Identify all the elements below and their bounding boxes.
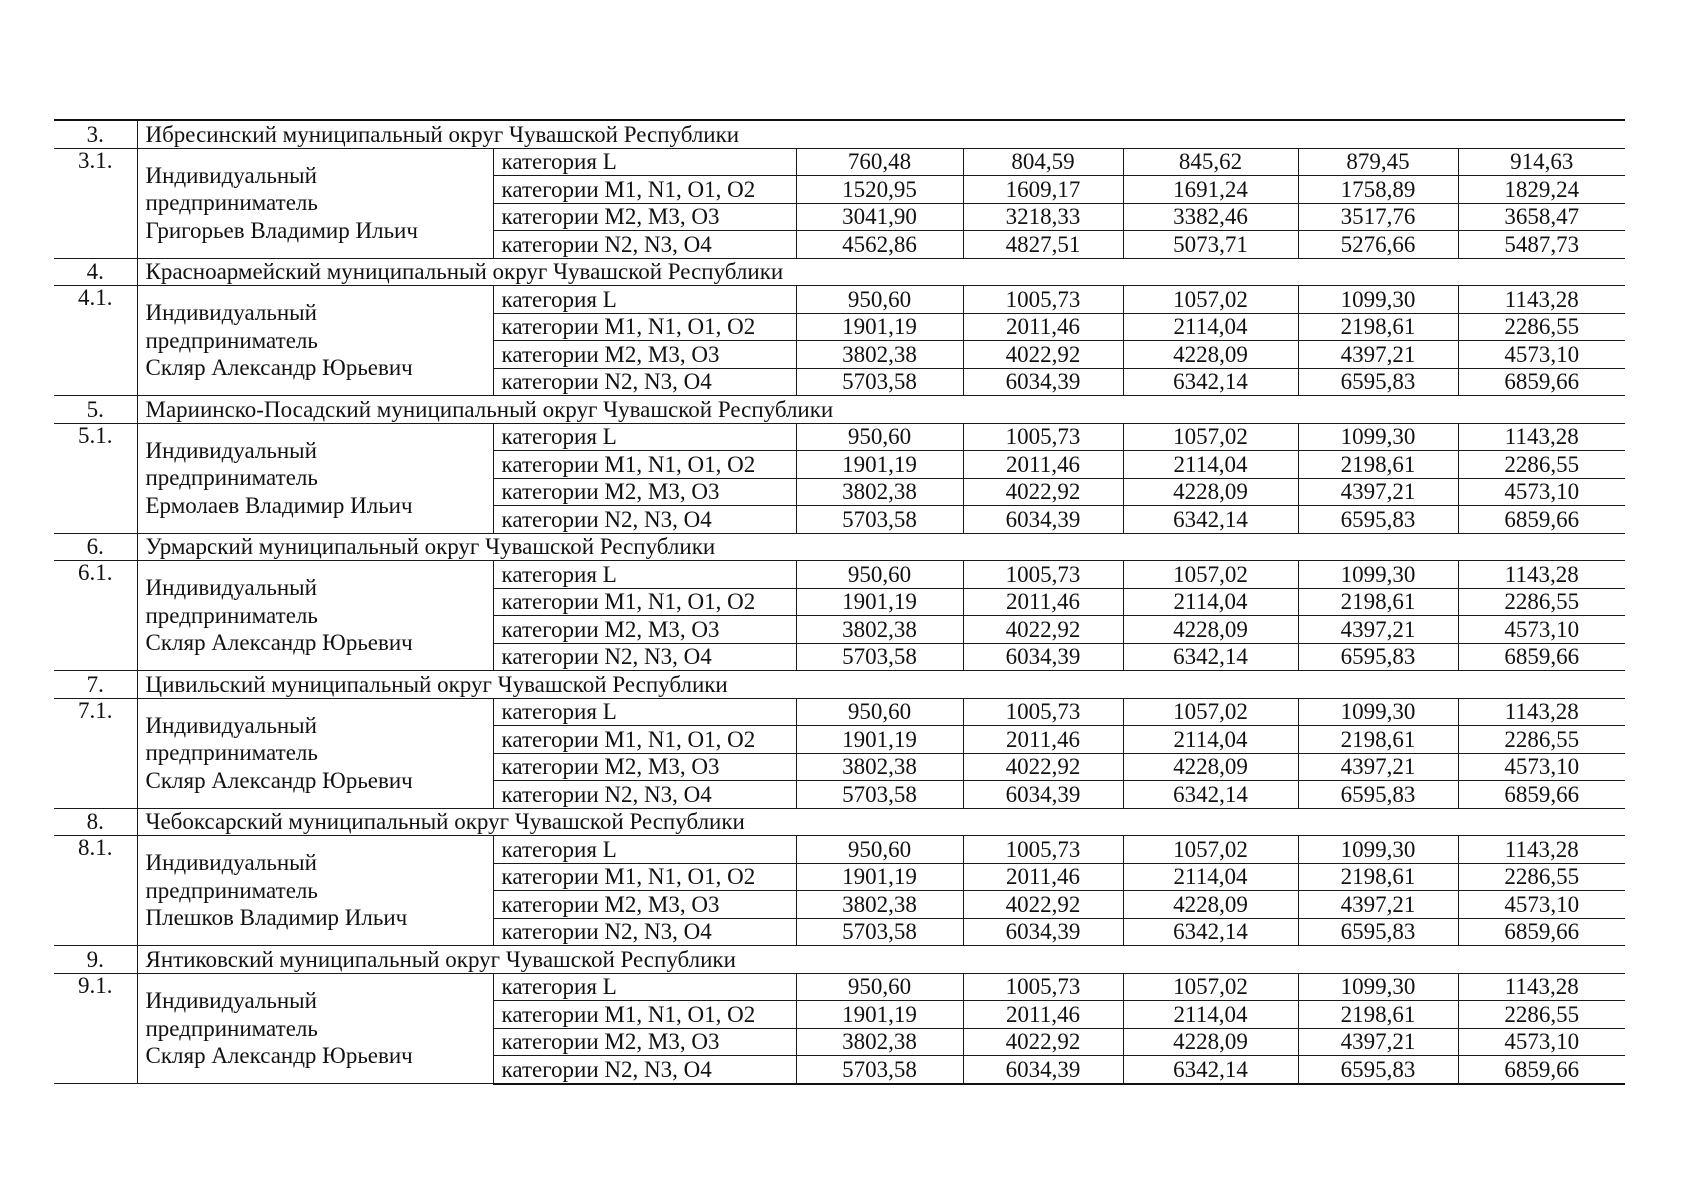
entry-number: 9.1. (54, 973, 137, 1084)
tariff-value: 6342,14 (1123, 918, 1298, 946)
entry-number: 3.1. (54, 148, 137, 258)
tariff-value: 6859,66 (1458, 918, 1625, 946)
tariff-value: 760,48 (796, 148, 963, 176)
tariff-value: 4022,92 (963, 478, 1123, 506)
tariff-value: 879,45 (1298, 148, 1458, 176)
section-title: Чебоксарский муниципальный округ Чувашской Республики (137, 808, 1625, 836)
tariff-value: 1099,30 (1298, 561, 1458, 589)
tariff-value: 2114,04 (1123, 451, 1298, 479)
section-number: 5. (54, 396, 137, 424)
tariff-value: 6342,14 (1123, 643, 1298, 671)
tariff-value: 2198,61 (1298, 313, 1458, 341)
vehicle-category: категории N2, N3, O4 (493, 506, 796, 534)
organization-line: Скляр Александр Юрьевич (145, 1043, 413, 1068)
section-header-row (54, 396, 1625, 424)
tariff-value: 5703,58 (796, 368, 963, 396)
tariff-value: 6342,14 (1123, 781, 1298, 809)
tariff-value: 4022,92 (963, 753, 1123, 781)
tariff-value: 2286,55 (1458, 1001, 1625, 1029)
organization-cell (137, 286, 493, 396)
tariff-value: 5703,58 (796, 643, 963, 671)
vehicle-category: категория L (493, 973, 796, 1001)
tariff-value: 4397,21 (1298, 891, 1458, 919)
tariff-value: 4397,21 (1298, 478, 1458, 506)
section-header-row (54, 671, 1625, 699)
tariff-value: 4827,51 (963, 231, 1123, 259)
tariff-value: 4573,10 (1458, 891, 1625, 919)
vehicle-category: категории N2, N3, O4 (493, 918, 796, 946)
entry-number: 5.1. (54, 423, 137, 533)
tariff-value: 3658,47 (1458, 203, 1625, 231)
tariff-value: 2114,04 (1123, 1001, 1298, 1029)
section-number: 9. (54, 946, 137, 974)
entry-number: 8.1. (54, 836, 137, 946)
vehicle-category: категории N2, N3, O4 (493, 781, 796, 809)
tariff-value: 950,60 (796, 423, 963, 451)
tariff-table (54, 119, 1625, 1085)
tariff-value: 4562,86 (796, 231, 963, 259)
tariff-value: 5276,66 (1298, 231, 1458, 259)
tariff-value: 2114,04 (1123, 313, 1298, 341)
section-title: Мариинско-Посадский муниципальный округ Чувашской Республики (137, 396, 1625, 424)
tariff-value: 6595,83 (1298, 643, 1458, 671)
section-number: 4. (54, 258, 137, 286)
tariff-value: 6342,14 (1123, 506, 1298, 534)
tariff-value: 2011,46 (963, 1001, 1123, 1029)
tariff-value: 1099,30 (1298, 698, 1458, 726)
tariff-value: 1099,30 (1298, 286, 1458, 314)
tariff-row (54, 561, 1625, 589)
tariff-value: 3802,38 (796, 478, 963, 506)
tariff-value: 6034,39 (963, 368, 1123, 396)
tariff-value: 5703,58 (796, 918, 963, 946)
organization-line: Скляр Александр Юрьевич (145, 355, 413, 381)
vehicle-category: категории M1, N1, O1, O2 (493, 726, 796, 754)
vehicle-category: категории M2, M3, O3 (493, 478, 796, 506)
tariff-row (54, 698, 1625, 726)
entry-number: 4.1. (54, 286, 137, 396)
tariff-value: 6595,83 (1298, 1056, 1458, 1084)
tariff-value: 1005,73 (963, 286, 1123, 314)
tariff-value: 2114,04 (1123, 588, 1298, 616)
section-header-row (54, 946, 1625, 974)
organization-line: Скляр Александр Юрьевич (145, 767, 413, 793)
vehicle-category: категория L (493, 561, 796, 589)
tariff-value: 1143,28 (1458, 698, 1625, 726)
organization-line: Индивидуальный (145, 850, 317, 876)
organization-line: Григорьев Владимир Ильич (145, 217, 418, 243)
section-header-row (54, 533, 1625, 561)
vehicle-category: категории M2, M3, O3 (493, 616, 796, 644)
tariff-value: 5703,58 (796, 781, 963, 809)
tariff-value: 5073,71 (1123, 231, 1298, 259)
tariff-value: 1099,30 (1298, 423, 1458, 451)
tariff-value: 6595,83 (1298, 368, 1458, 396)
tariff-value: 3802,38 (796, 616, 963, 644)
tariff-value: 1005,73 (963, 973, 1123, 1001)
tariff-value: 4228,09 (1123, 616, 1298, 644)
vehicle-category: категория L (493, 698, 796, 726)
tariff-value: 6595,83 (1298, 506, 1458, 534)
tariff-value: 3041,90 (796, 203, 963, 231)
vehicle-category: категория L (493, 836, 796, 864)
tariff-value: 2011,46 (963, 313, 1123, 341)
tariff-value: 3218,33 (963, 203, 1123, 231)
tariff-value: 4397,21 (1298, 616, 1458, 644)
vehicle-category: категории M1, N1, O1, O2 (493, 1001, 796, 1029)
tariff-value: 1099,30 (1298, 836, 1458, 864)
vehicle-category: категории M1, N1, O1, O2 (493, 588, 796, 616)
vehicle-category: категории M2, M3, O3 (493, 753, 796, 781)
tariff-value: 4573,10 (1458, 478, 1625, 506)
tariff-value: 2286,55 (1458, 451, 1625, 479)
organization-line: предприниматель (145, 1015, 318, 1041)
organization-cell (137, 698, 493, 808)
tariff-value: 5703,58 (796, 1056, 963, 1084)
organization-line: предприниматель (145, 740, 318, 766)
tariff-value: 4228,09 (1123, 753, 1298, 781)
organization-line: Плешков Владимир Ильич (145, 905, 408, 931)
organization-line: Индивидуальный (145, 162, 317, 188)
tariff-row (54, 836, 1625, 864)
tariff-value: 3802,38 (796, 753, 963, 781)
tariff-value: 2114,04 (1123, 863, 1298, 891)
tariff-value: 1057,02 (1123, 561, 1298, 589)
tariff-value: 4022,92 (963, 1028, 1123, 1056)
tariff-value: 1057,02 (1123, 836, 1298, 864)
tariff-value: 4228,09 (1123, 478, 1298, 506)
tariff-table-body (54, 120, 1625, 1084)
tariff-value: 950,60 (796, 973, 963, 1001)
section-number: 7. (54, 671, 137, 699)
tariff-value: 4573,10 (1458, 616, 1625, 644)
tariff-value: 6859,66 (1458, 506, 1625, 534)
tariff-value: 2286,55 (1458, 863, 1625, 891)
section-header-row (54, 808, 1625, 836)
vehicle-category: категории N2, N3, O4 (493, 1056, 796, 1084)
tariff-value: 4022,92 (963, 341, 1123, 369)
organization-line: Индивидуальный (145, 300, 317, 326)
vehicle-category: категории M2, M3, O3 (493, 1028, 796, 1056)
tariff-value: 1005,73 (963, 698, 1123, 726)
tariff-value: 1057,02 (1123, 698, 1298, 726)
tariff-value: 6034,39 (963, 781, 1123, 809)
organization-cell (137, 423, 493, 533)
organization-line: Индивидуальный (145, 437, 317, 463)
vehicle-category: категории N2, N3, O4 (493, 368, 796, 396)
tariff-row (54, 148, 1625, 176)
tariff-row (54, 973, 1625, 1001)
vehicle-category: категория L (493, 148, 796, 176)
tariff-value: 950,60 (796, 698, 963, 726)
tariff-value: 4022,92 (963, 616, 1123, 644)
organization-line: предприниматель (145, 602, 318, 628)
tariff-value: 6595,83 (1298, 781, 1458, 809)
tariff-value: 1520,95 (796, 176, 963, 204)
organization-line: Скляр Александр Юрьевич (145, 630, 413, 656)
tariff-value: 6034,39 (963, 506, 1123, 534)
tariff-value: 1901,19 (796, 588, 963, 616)
vehicle-category: категории M1, N1, O1, O2 (493, 863, 796, 891)
tariff-value: 2011,46 (963, 588, 1123, 616)
tariff-value: 4397,21 (1298, 1028, 1458, 1056)
tariff-value: 1829,24 (1458, 176, 1625, 204)
section-title: Ибресинский муниципальный округ Чувашской Республики (137, 120, 1625, 148)
tariff-value: 2286,55 (1458, 313, 1625, 341)
tariff-value: 1691,24 (1123, 176, 1298, 204)
vehicle-category: категории M1, N1, O1, O2 (493, 451, 796, 479)
tariff-value: 1143,28 (1458, 836, 1625, 864)
vehicle-category: категории M2, M3, O3 (493, 891, 796, 919)
tariff-value: 1005,73 (963, 561, 1123, 589)
tariff-value: 1901,19 (796, 863, 963, 891)
organization-cell (137, 561, 493, 671)
tariff-value: 3802,38 (796, 341, 963, 369)
tariff-value: 1143,28 (1458, 561, 1625, 589)
tariff-value: 1609,17 (963, 176, 1123, 204)
section-number: 6. (54, 533, 137, 561)
tariff-value: 4228,09 (1123, 1028, 1298, 1056)
tariff-value: 950,60 (796, 836, 963, 864)
tariff-value: 2198,61 (1298, 863, 1458, 891)
section-number: 3. (54, 120, 137, 148)
tariff-value: 845,62 (1123, 148, 1298, 176)
tariff-value: 5487,73 (1458, 231, 1625, 259)
tariff-value: 1901,19 (796, 313, 963, 341)
tariff-value: 1143,28 (1458, 973, 1625, 1001)
entry-number: 7.1. (54, 698, 137, 808)
tariff-value: 6859,66 (1458, 781, 1625, 809)
section-title: Урмарский муниципальный округ Чувашской Республики (137, 533, 1625, 561)
tariff-value: 2198,61 (1298, 1001, 1458, 1029)
tariff-value: 1143,28 (1458, 423, 1625, 451)
tariff-row (54, 423, 1625, 451)
tariff-value: 2011,46 (963, 451, 1123, 479)
tariff-value: 4022,92 (963, 891, 1123, 919)
tariff-value: 2198,61 (1298, 451, 1458, 479)
organization-cell (137, 836, 493, 946)
tariff-value: 6859,66 (1458, 643, 1625, 671)
tariff-value: 1758,89 (1298, 176, 1458, 204)
entry-number: 6.1. (54, 561, 137, 671)
vehicle-category: категории M2, M3, O3 (493, 341, 796, 369)
tariff-value: 6342,14 (1123, 368, 1298, 396)
vehicle-category: категории M1, N1, O1, O2 (493, 313, 796, 341)
section-header-row (54, 258, 1625, 286)
organization-line: Индивидуальный (145, 988, 317, 1013)
section-number: 8. (54, 808, 137, 836)
organization-line: предприниматель (145, 190, 318, 216)
organization-cell (137, 973, 493, 1084)
organization-cell (137, 148, 493, 258)
tariff-value: 804,59 (963, 148, 1123, 176)
tariff-value: 2011,46 (963, 726, 1123, 754)
tariff-value: 6034,39 (963, 643, 1123, 671)
tariff-value: 1901,19 (796, 726, 963, 754)
tariff-value: 4397,21 (1298, 341, 1458, 369)
tariff-value: 6034,39 (963, 1056, 1123, 1084)
tariff-value: 1901,19 (796, 451, 963, 479)
vehicle-category: категория L (493, 286, 796, 314)
tariff-value: 950,60 (796, 561, 963, 589)
tariff-value: 1005,73 (963, 836, 1123, 864)
tariff-value: 6034,39 (963, 918, 1123, 946)
tariff-value: 2198,61 (1298, 588, 1458, 616)
organization-line: Индивидуальный (145, 575, 317, 601)
tariff-value: 4573,10 (1458, 1028, 1625, 1056)
tariff-value: 4573,10 (1458, 341, 1625, 369)
tariff-value: 4228,09 (1123, 891, 1298, 919)
tariff-value: 3517,76 (1298, 203, 1458, 231)
organization-line: предприниматель (145, 327, 318, 353)
tariff-value: 2286,55 (1458, 726, 1625, 754)
tariff-value: 4228,09 (1123, 341, 1298, 369)
tariff-value: 2286,55 (1458, 588, 1625, 616)
vehicle-category: категории M2, M3, O3 (493, 203, 796, 231)
tariff-value: 950,60 (796, 286, 963, 314)
tariff-value: 3802,38 (796, 891, 963, 919)
tariff-value: 1057,02 (1123, 286, 1298, 314)
tariff-row (54, 286, 1625, 314)
tariff-value: 1901,19 (796, 1001, 963, 1029)
tariff-value: 1057,02 (1123, 423, 1298, 451)
tariff-value: 1005,73 (963, 423, 1123, 451)
tariff-value: 6859,66 (1458, 1056, 1625, 1084)
tariff-value: 6342,14 (1123, 1056, 1298, 1084)
vehicle-category: категории N2, N3, O4 (493, 643, 796, 671)
tariff-value: 1057,02 (1123, 973, 1298, 1001)
vehicle-category: категории N2, N3, O4 (493, 231, 796, 259)
section-title: Янтиковский муниципальный округ Чувашской Республики (137, 946, 1625, 974)
section-header-row (54, 120, 1625, 148)
tariff-value: 4573,10 (1458, 753, 1625, 781)
organization-line: Ермолаев Владимир Ильич (145, 492, 413, 518)
tariff-value: 6595,83 (1298, 918, 1458, 946)
section-title: Красноармейский муниципальный округ Чувашской Республики (137, 258, 1625, 286)
vehicle-category: категория L (493, 423, 796, 451)
tariff-value: 1143,28 (1458, 286, 1625, 314)
organization-line: Индивидуальный (145, 712, 317, 738)
tariff-value: 1099,30 (1298, 973, 1458, 1001)
tariff-value: 2011,46 (963, 863, 1123, 891)
tariff-value: 3382,46 (1123, 203, 1298, 231)
section-title: Цивильский муниципальный округ Чувашской Республики (137, 671, 1625, 699)
organization-line: предприниматель (145, 465, 318, 491)
tariff-value: 914,63 (1458, 148, 1625, 176)
tariff-value: 2114,04 (1123, 726, 1298, 754)
tariff-value: 5703,58 (796, 506, 963, 534)
tariff-value: 4397,21 (1298, 753, 1458, 781)
organization-line: предприниматель (145, 877, 318, 903)
tariff-value: 2198,61 (1298, 726, 1458, 754)
vehicle-category: категории M1, N1, O1, O2 (493, 176, 796, 204)
tariff-value: 6859,66 (1458, 368, 1625, 396)
tariff-value: 3802,38 (796, 1028, 963, 1056)
